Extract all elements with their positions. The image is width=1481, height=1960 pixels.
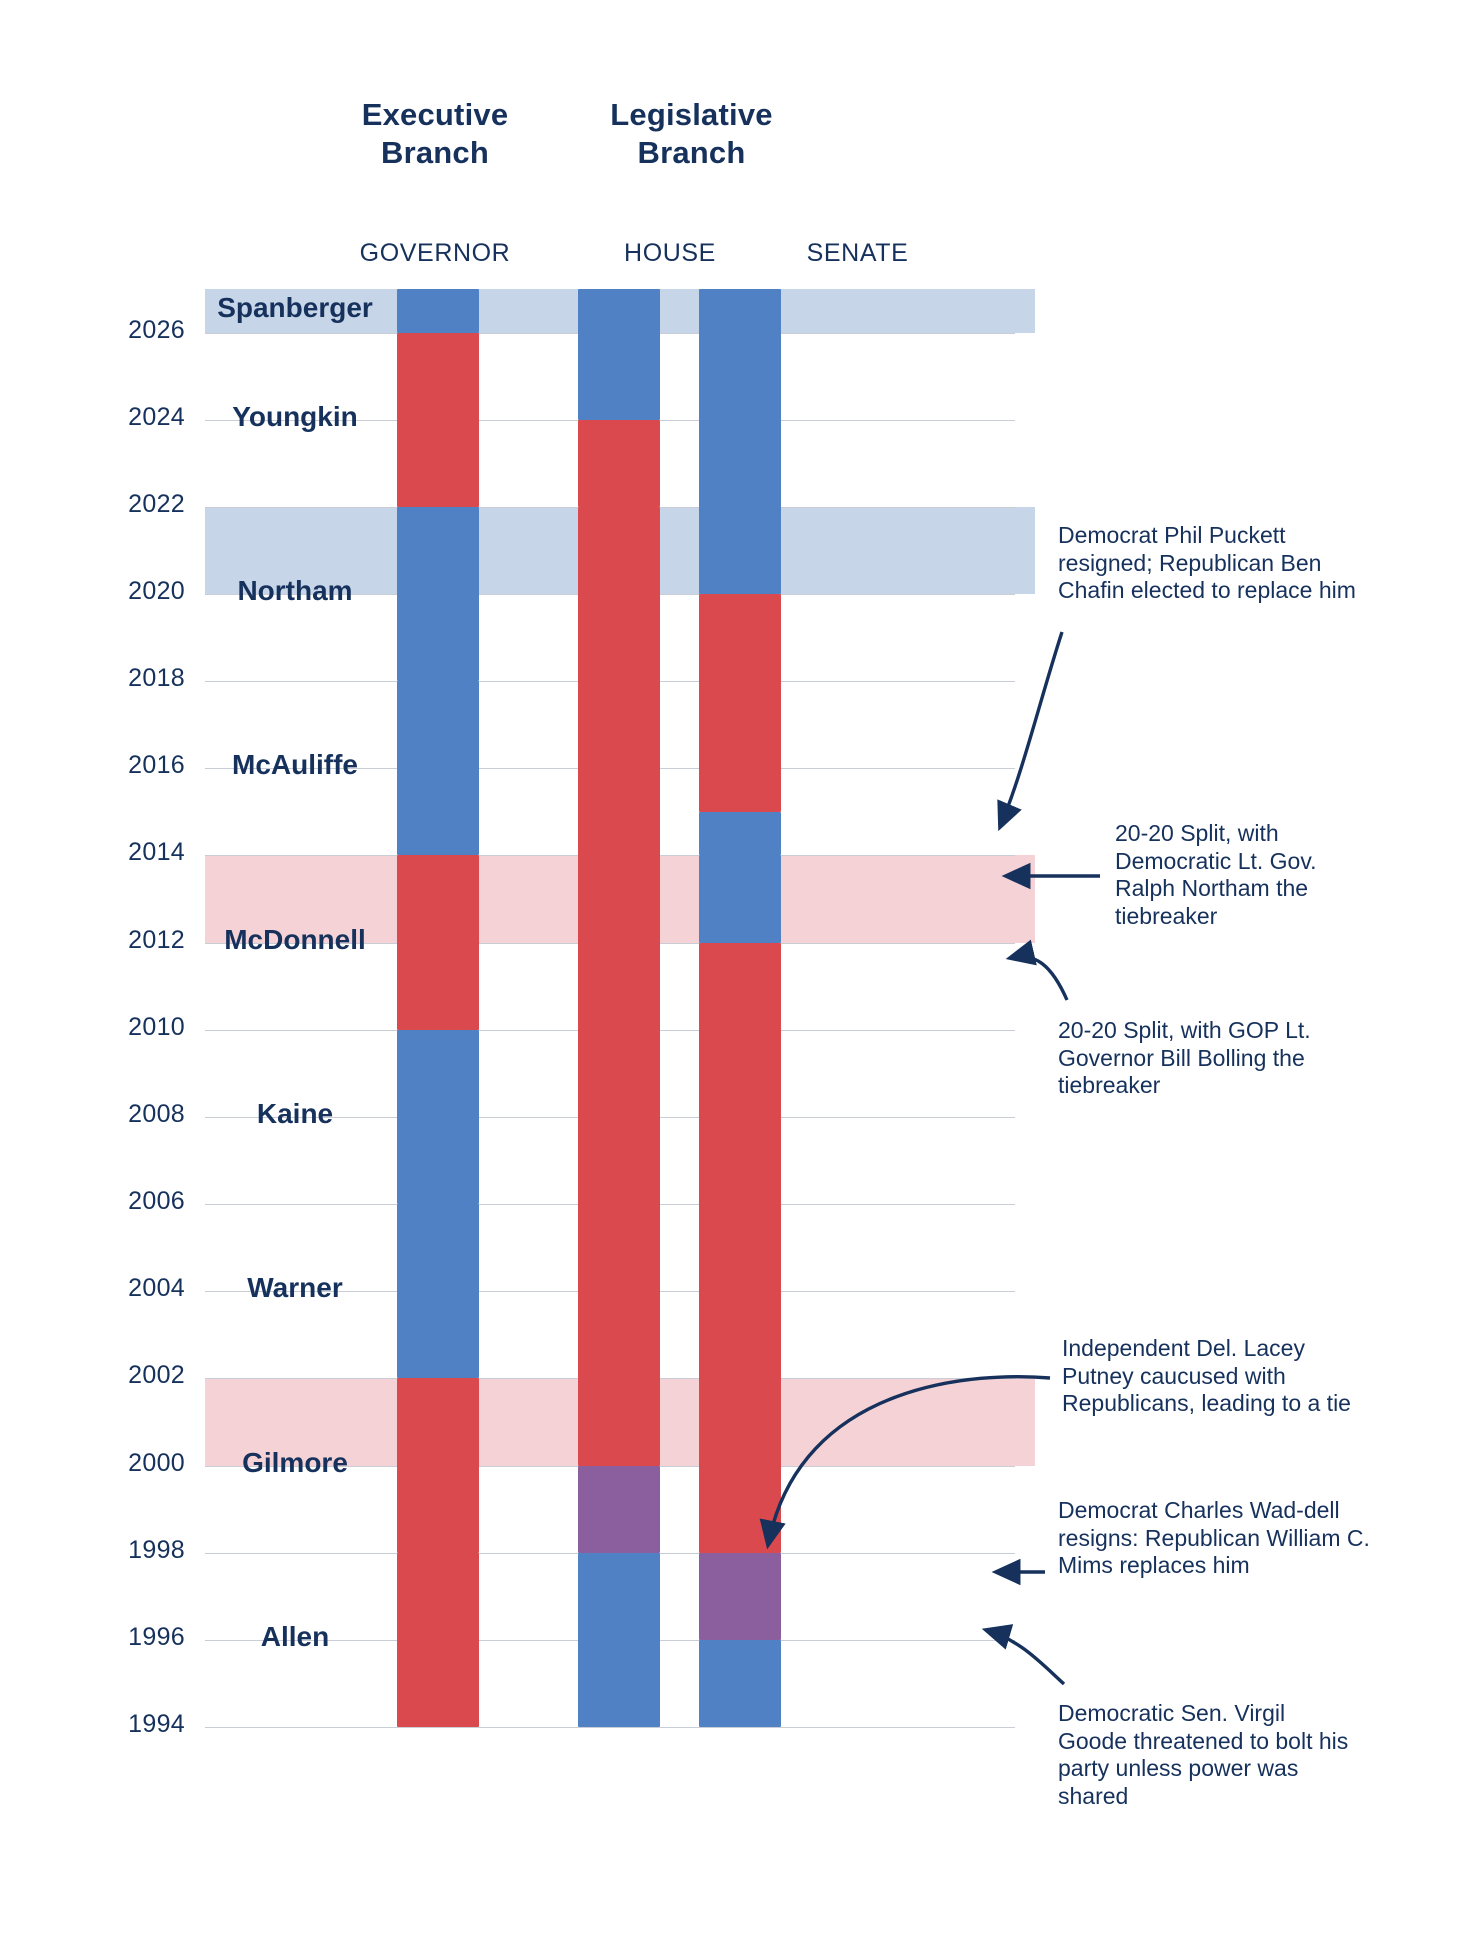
- annotation-split-northam: 20-20 Split, with Democratic Lt. Gov. Ralph Northam the tiebreaker: [1115, 820, 1317, 929]
- legislative-branch-title: [565, 96, 818, 172]
- executive-branch-title-line2: Branch: [380, 134, 489, 170]
- governor-label: Spanberger: [217, 291, 373, 323]
- house-segment: [578, 420, 660, 507]
- y-axis-tick: 2026: [128, 315, 185, 344]
- governor-label: Northam: [237, 575, 353, 607]
- governor-segment: [397, 1378, 479, 1552]
- governor-segment: [397, 1030, 479, 1204]
- house-segment: [578, 1466, 660, 1553]
- governor-segment: [397, 1553, 479, 1727]
- governor-label: McDonnell: [224, 923, 366, 955]
- y-axis-tick: 2020: [128, 577, 185, 606]
- legislative-branch-title-line1: Legislative: [610, 97, 773, 132]
- y-axis-tick: 2016: [128, 751, 185, 780]
- governor-label: McAuliffe: [232, 749, 358, 781]
- governor-segment: [397, 855, 479, 1029]
- senate-segment: [699, 594, 781, 812]
- house-segment: [578, 1553, 660, 1727]
- y-axis-tick: 2006: [128, 1187, 185, 1216]
- governor-label: Warner: [247, 1272, 343, 1304]
- timeline-plot: [128, 289, 1035, 1785]
- senate-segment: [699, 855, 781, 942]
- executive-branch-title-line1: Executive: [361, 97, 509, 132]
- y-axis-tick: 2018: [128, 664, 185, 693]
- y-axis-tick: 2012: [128, 925, 185, 954]
- senate-segment: [699, 1640, 781, 1727]
- governor-segment: [397, 289, 479, 333]
- y-axis-tick: 2002: [128, 1361, 185, 1390]
- y-axis-tick: 1994: [128, 1710, 185, 1738]
- y-axis-tick: 2024: [128, 402, 185, 431]
- governor-label: Youngkin: [232, 400, 358, 432]
- senate-segment: [699, 943, 781, 1553]
- governor-segment: [397, 507, 479, 681]
- senate-segment: [699, 812, 781, 856]
- legislative-branch-title-line2: Branch: [637, 134, 746, 170]
- governor-segment: [397, 1204, 479, 1378]
- house-segment: [578, 507, 660, 1466]
- annotation-split-bolling: 20-20 Split, with GOP Lt. Governor Bill Bolling the tiebreaker: [1058, 1017, 1311, 1099]
- y-axis-tick: 1996: [128, 1622, 185, 1651]
- house-segment: [578, 289, 660, 420]
- gridline: [205, 1727, 1015, 1728]
- column-header-house: HOUSE: [624, 239, 716, 267]
- executive-branch-title: [335, 96, 535, 172]
- y-axis-tick: 2010: [128, 1012, 185, 1041]
- y-axis-tick: 2008: [128, 1099, 185, 1128]
- y-axis-tick: 2022: [128, 489, 185, 518]
- senate-segment: [699, 1553, 781, 1640]
- governor-label: Allen: [260, 1620, 330, 1652]
- annotation-goode: Democratic Sen. Virgil Goode threatened to bolt his party unless power was shared: [1058, 1700, 1349, 1809]
- governor-label: Kaine: [256, 1097, 334, 1129]
- column-header-governor: GOVERNOR: [359, 239, 511, 267]
- governor-segment: [397, 681, 479, 855]
- y-axis-tick: 2004: [128, 1274, 185, 1303]
- y-axis-tick: 2014: [128, 838, 185, 867]
- governor-segment: [397, 333, 479, 507]
- annotation-waddell: Democrat Charles Wad-dell resigns: Republican William C. Mims replaces him: [1058, 1497, 1370, 1579]
- senate-segment: [699, 289, 781, 594]
- governor-label: Gilmore: [242, 1446, 348, 1478]
- annotation-putney: Independent Del. Lacey Putney caucused with Republicans, leading to a tie: [1062, 1335, 1351, 1417]
- annotation-puckett: Democrat Phil Puckett resigned; Republican Ben Chafin elected to replace him: [1058, 522, 1356, 604]
- column-header-senate: SENATE: [806, 239, 909, 267]
- y-axis-tick: 1998: [128, 1535, 185, 1564]
- y-axis-tick: 2000: [128, 1448, 185, 1477]
